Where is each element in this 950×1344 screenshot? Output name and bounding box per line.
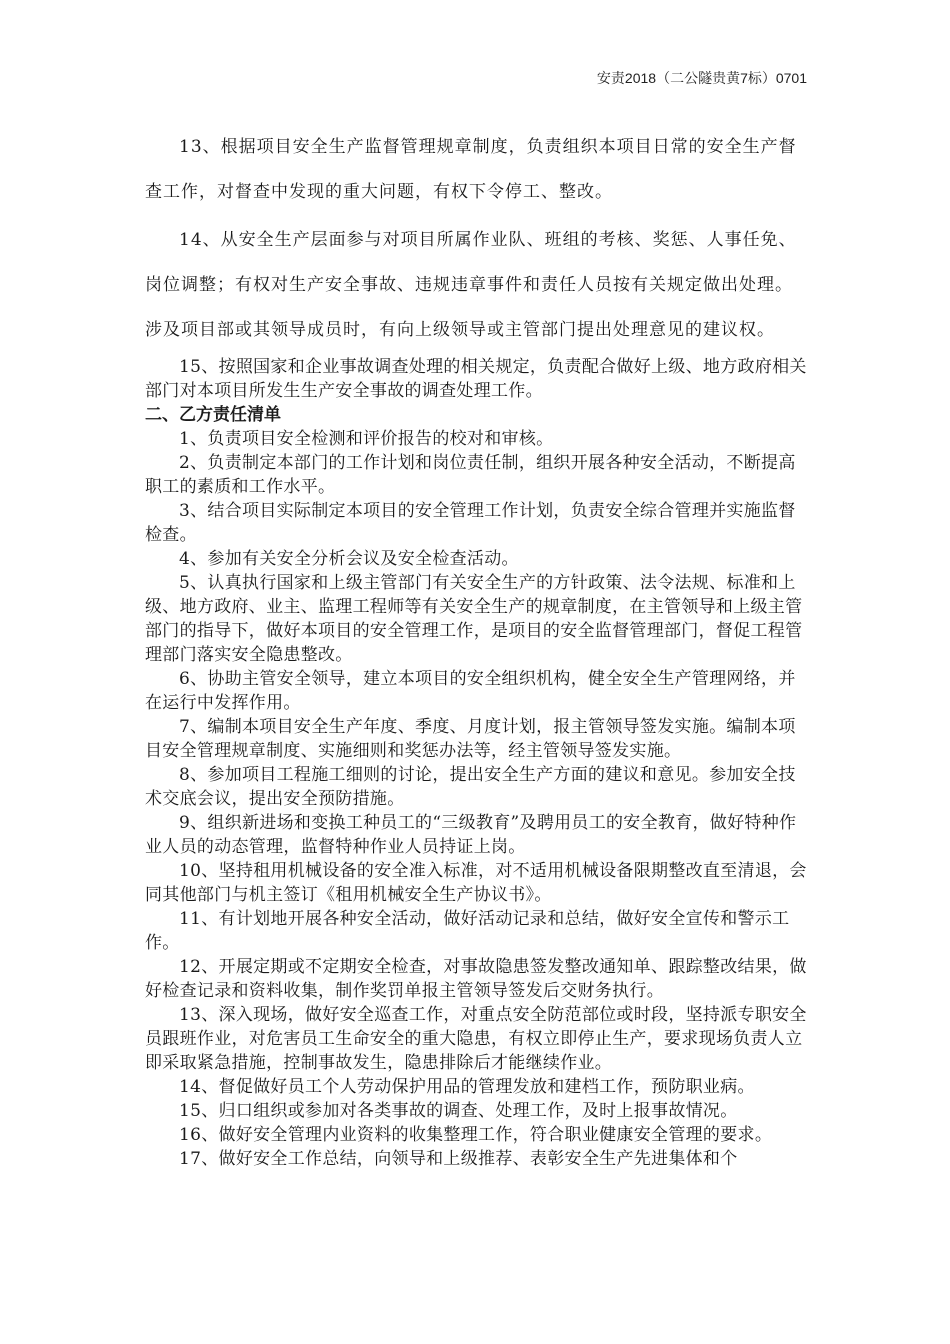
section-heading: 二、乙方责任清单 (145, 405, 281, 425)
section1-tail (145, 125, 807, 353)
list-item: 2、负责制定本部门的工作计划和岗位责任制，组织开展各种安全活动，不断提高职工的素质和工作水平。 (145, 453, 796, 497)
list-item: 15、归口组织或参加对各类事故的调查、处理工作，及时上报事故情况。 (179, 1101, 738, 1121)
paragraph: 14、从安全生产层面参与对项目所属作业队、班组的考核、奖惩、人事任免、岗位调整；有权对生产安全事故、违规违章事件和责任人员按有关规定做出处理。涉及项目部或其领导成员时，有向上级领导或主管部门提出处理意见的建议权。 (145, 230, 797, 340)
list-item: 4、参加有关安全分析会议及安全检查活动。 (179, 549, 519, 569)
document-body (145, 125, 807, 1171)
list-item: 7、编制本项目安全生产年度、季度、月度计划，报主管领导签发实施。编制本项目安全管理规章制度、实施细则和奖惩办法等，经主管领导签发实施。 (145, 717, 796, 761)
list-item: 10、坚持租用机械设备的安全准入标准，对不适用机械设备限期整改直至清退，会同其他部门与机主签订《租用机械安全生产协议书》。 (145, 861, 807, 905)
list-item: 16、做好安全管理内业资料的收集整理工作，符合职业健康安全管理的要求。 (179, 1125, 773, 1145)
list-item: 13、深入现场，做好安全巡查工作，对重点安全防范部位或时段，坚持派专职安全员跟班作业，对危害员工生命安全的重大隐患，有权立即停止生产，要求现场负责人立即采取紧急措施，控制事故发生，隐患排除后才能继续作业。 (145, 1005, 807, 1073)
list-item: 1、负责项目安全检测和评价报告的校对和审核。 (179, 429, 554, 449)
list-item: 17、做好安全工作总结，向领导和上级推荐、表彰安全生产先进集体和个 (179, 1149, 738, 1169)
list-item: 6、协助主管安全领导，建立本项目的安全组织机构，健全安全生产管理网络，并在运行中发挥作用。 (145, 669, 796, 713)
list-item: 3、结合项目实际制定本项目的安全管理工作计划，负责安全综合管理并实施监督检查。 (145, 501, 796, 545)
list-item: 12、开展定期或不定期安全检查，对事故隐患签发整改通知单、跟踪整改结果，做好检查记录和资料收集，制作奖罚单报主管领导签发后交财务执行。 (145, 957, 807, 1001)
list-item: 9、组织新进场和变换工种员工的“三级教育”及聘用员工的安全教育，做好特种作业人员的动态管理，监督特种作业人员持证上岗。 (145, 813, 797, 857)
list-item: 5、认真执行国家和上级主管部门有关安全生产的方针政策、法令法规、标准和上级、地方政府、业主、监理工程师等有关安全生产的规章制度，在主管领导和上级主管部门的指导下，做好本项目的安全管理工作，是项目的安全监督管理部门，督促工程管理部门落实安全隐患整改。 (145, 573, 803, 665)
section2 (145, 355, 807, 1171)
list-item: 8、参加项目工程施工细则的讨论，提出安全生产方面的建议和意见。参加安全技术交底会议，提出安全预防措施。 (145, 765, 796, 809)
document-header-code: 安责2018（二公隧贵黄7标）0701 (596, 70, 807, 86)
list-item: 14、督促做好员工个人劳动保护用品的管理发放和建档工作，预防职业病。 (179, 1077, 755, 1097)
list-item: 11、有计划地开展各种安全活动，做好活动记录和总结，做好安全宣传和警示工作。 (145, 909, 790, 953)
paragraph: 15、按照国家和企业事故调查处理的相关规定，负责配合做好上级、地方政府相关部门对本项目所发生生产安全事故的调查处理工作。 (145, 357, 807, 401)
paragraph: 13、根据项目安全生产监督管理规章制度，负责组织本项目日常的安全生产督查工作，对督查中发现的重大问题，有权下令停工、整改。 (145, 137, 797, 202)
